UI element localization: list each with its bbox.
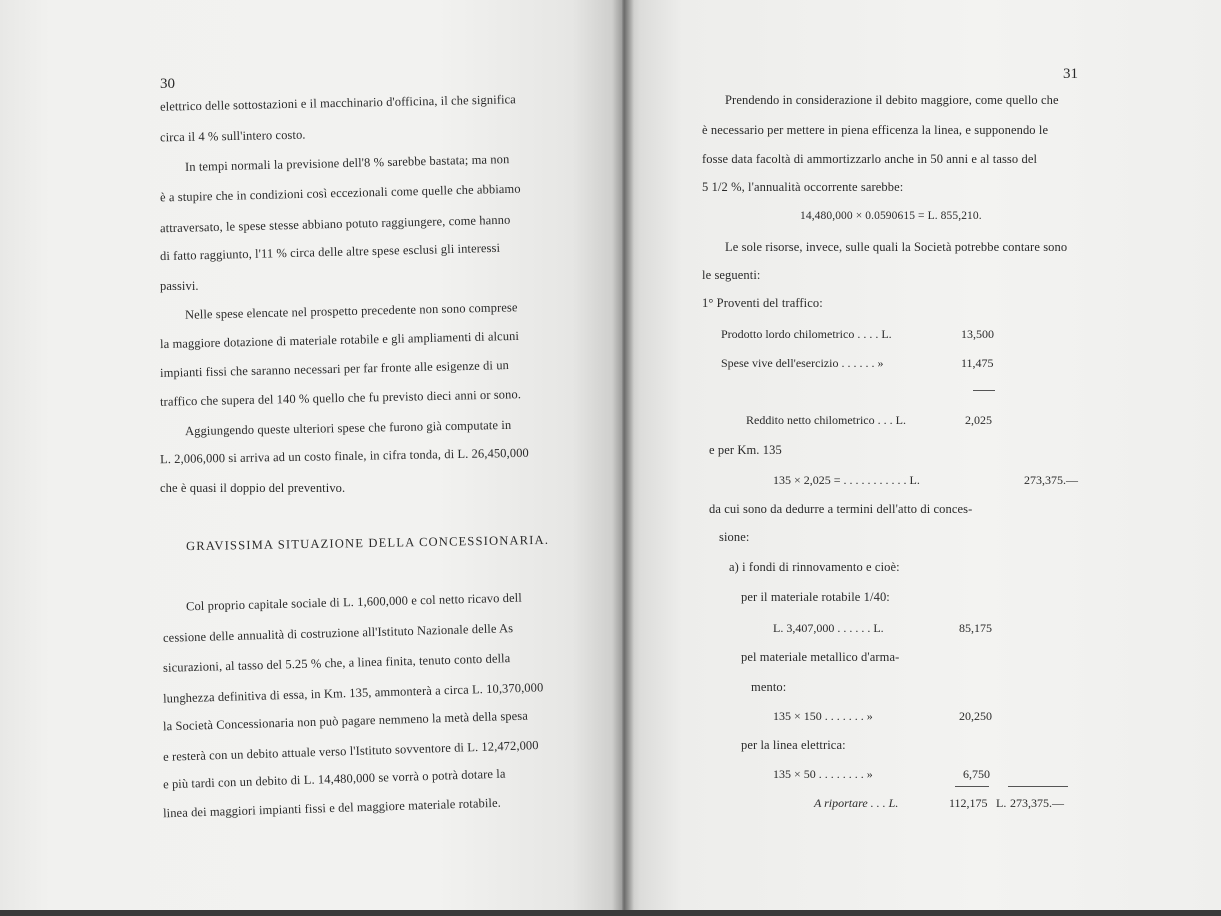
ledger-label: Prodotto lordo chilometrico . . . . L. (721, 327, 892, 341)
text-line: di fatto raggiunto, l'11 % circa delle altre spese esclusi gli interessi (159, 240, 501, 264)
text-line: la Società Concessionaria non può pagare nemmeno la metà della spesa (162, 708, 529, 734)
text-line: 5 1/2 %, l'annualità occorrente sarebbe: (702, 180, 904, 194)
riportare-label-2: L. (996, 796, 1007, 810)
text-line: L. 2,006,000 si arriva ad un costo finale, in cifra tonda, di L. 26,450,000 (159, 445, 529, 467)
ledger-label: L. 3,407,000 . . . . . . L. (773, 621, 884, 635)
ledger-value: 11,475 (961, 356, 994, 370)
text-line: linea dei maggiori impianti fissi e del maggiore materiale rotabile. (162, 795, 502, 821)
riportare-label: A riportare . . . L. (814, 796, 899, 810)
text-line: le seguenti: (702, 268, 761, 282)
sum-rule (955, 786, 989, 787)
page-number-left: 30 (160, 76, 175, 92)
text-line: attraversato, le spese stesse abbiano potuto raggiungere, come hanno (159, 212, 511, 236)
text-line: passivi. (160, 279, 199, 293)
text-line: Nelle spese elencate nel prospetto precedente non sono comprese (184, 300, 518, 322)
ledger-value: 273,375.— (1024, 473, 1078, 487)
text-line: e resterà con un debito attuale verso l'Istituto sovventore di L. 12,472,000 (162, 738, 539, 764)
text-line: elettrico delle sottostazioni e il macchinario d'officina, il che significa (159, 92, 517, 114)
right-page (622, 0, 1221, 910)
text-line: e più tardi con un debito di L. 14,480,000 se vorrà o potrà dotare la (162, 766, 506, 792)
text-line: sicurazioni, al tasso del 5.25 % che, a linea finita, tenuto conto della (162, 651, 511, 675)
text-line: impianti fissi che saranno necessari per far fronte alle esigenze di un (159, 358, 510, 380)
riportare-value: 112,175 (949, 796, 988, 810)
text-line: pel materiale metallico d'arma- (741, 650, 900, 664)
page-number-right: 31 (1063, 66, 1078, 82)
ledger-value: 6,750 (963, 767, 990, 781)
section-heading: GRAVISSIMA SITUAZIONE DELLA CONCESSIONARIA. (185, 532, 550, 554)
riportare-value-2: 273,375.— (1010, 796, 1064, 810)
formula-line: 14,480,000 × 0.0590615 = L. 855,210. (800, 210, 982, 222)
text-line: fosse data facoltà di ammortizzarlo anche in 50 anni e al tasso del (702, 152, 1038, 166)
text-line: traffico che supera del 140 % quello che fu previsto dieci anni or sono. (159, 387, 522, 409)
text-line: Le sole risorse, invece, sulle quali la Società potrebbe contare sono (725, 240, 1068, 254)
text-line: Prendendo in considerazione il debito maggiore, come quello che (725, 93, 1059, 107)
ledger-label: Reddito netto chilometrico . . . L. (746, 413, 906, 427)
text-line: da cui sono da dedurre a termini dell'atto di conces- (709, 502, 973, 516)
ledger-label: 135 × 150 . . . . . . . » (773, 709, 873, 723)
ledger-label: 135 × 2,025 = . . . . . . . . . . . L. (773, 473, 920, 487)
ledger-label: 135 × 50 . . . . . . . . » (773, 767, 873, 781)
text-line: Col proprio capitale sociale di L. 1,600,000 e col netto ricavo dell (185, 590, 522, 614)
text-line: mento: (751, 680, 787, 694)
text-line: lunghezza definitiva di essa, in Km. 135, ammonterà a circa L. 10,370,000 (162, 680, 544, 706)
text-line: per il materiale rotabile 1/40: (741, 590, 890, 604)
text-line: Aggiungendo queste ulteriori spese che furono già computate in (184, 417, 512, 439)
text-line: In tempi normali la previsione dell'8 % sarebbe bastata; ma non (184, 152, 510, 174)
ledger-label: Spese vive dell'esercizio . . . . . . » (721, 356, 884, 370)
text-line: a) i fondi di rinnovamento e cioè: (729, 560, 900, 574)
sum-rule (973, 390, 995, 391)
text-line: 1° Proventi del traffico: (702, 296, 823, 310)
ledger-value: 85,175 (959, 621, 992, 635)
ledger-value: 20,250 (959, 709, 992, 723)
text-line: la maggiore dotazione di materiale rotabile e gli ampliamenti di alcuni (159, 328, 520, 352)
text-line: per la linea elettrica: (741, 738, 846, 752)
text-line: circa il 4 % sull'intero costo. (159, 127, 306, 145)
text-line: e per Km. 135 (709, 443, 782, 457)
scan-border (0, 910, 1221, 916)
book-gutter (612, 0, 634, 910)
ledger-value: 2,025 (965, 413, 992, 427)
text-line: cessione delle annualità di costruzione all'Istituto Nazionale delle As (162, 621, 514, 645)
sum-rule (1008, 786, 1068, 787)
text-line: che è quasi il doppio del preventivo. (160, 481, 346, 495)
ledger-value: 13,500 (961, 327, 994, 341)
text-line: sione: (719, 530, 750, 544)
text-line: è necessario per mettere in piena efficenza la linea, e supponendo le (702, 123, 1049, 137)
text-line: è a stupire che in condizioni così eccezionali come quelle che abbiamo (159, 181, 521, 205)
